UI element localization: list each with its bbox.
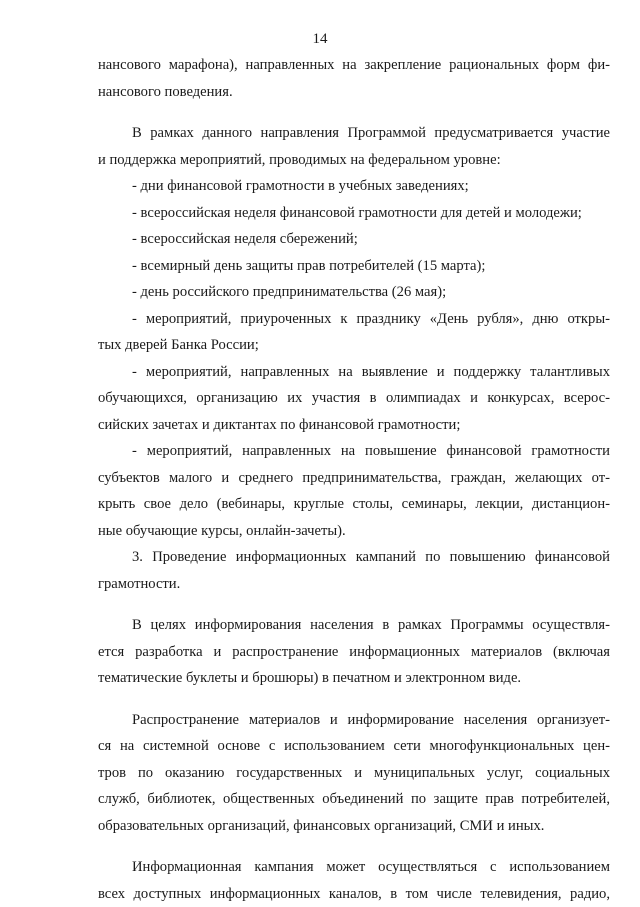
text-line: и поддержка мероприятий, проводимых на федеральном уровне:: [98, 147, 610, 174]
text-line: крыть свое дело (вебинары, круглые столы, семинары, лекции, дистанцион-: [98, 491, 610, 518]
text-line: тематические буклеты и брошюры) в печатном и электронном виде.: [98, 665, 610, 692]
text-line: тров по оказанию государственных и муниципальных услуг, социальных: [98, 760, 610, 787]
text-line: нансового поведения.: [98, 79, 610, 106]
paragraph-gap: [98, 692, 610, 707]
text-line: - всероссийская неделя финансовой грамотности для детей и молодежи;: [98, 200, 610, 227]
text-line: образовательных организаций, финансовых организаций, СМИ и иных.: [98, 813, 610, 840]
text-line: служб, библиотек, общественных объединений по защите прав потребителей,: [98, 786, 610, 813]
text-line: - мероприятий, направленных на повышение финансовой грамотности: [98, 438, 610, 465]
text-line: субъектов малого и среднего предпринимательства, граждан, желающих от-: [98, 465, 610, 492]
text-line: тых дверей Банка России;: [98, 332, 610, 359]
text-line: - день российского предпринимательства (26 мая);: [98, 279, 610, 306]
paragraph-gap: [98, 839, 610, 854]
text-line: Распространение материалов и информирование населения организует-: [98, 707, 610, 734]
paragraph-gap: [98, 105, 610, 120]
text-line: обучающихся, организацию их участия в олимпиадах и конкурсах, всерос-: [98, 385, 610, 412]
text-line: нансового марафона), направленных на закрепление рациональных форм фи-: [98, 52, 610, 79]
text-line: В целях информирования населения в рамках Программы осуществля-: [98, 612, 610, 639]
text-line: - мероприятий, направленных на выявление и поддержку талантливых: [98, 359, 610, 386]
text-line: - дни финансовой грамотности в учебных заведениях;: [98, 173, 610, 200]
text-line: всех доступных информационных каналов, в том числе телевидения, радио,: [98, 881, 610, 907]
text-line: грамотности.: [98, 571, 610, 598]
body-text: [98, 52, 610, 907]
text-line: ся на системной основе с использованием сети многофункциональных цен-: [98, 733, 610, 760]
text-line: ется разработка и распространение информационных материалов (включая: [98, 639, 610, 666]
text-line: - всероссийская неделя сбережений;: [98, 226, 610, 253]
text-line: - мероприятий, приуроченных к празднику «День рубля», дню откры-: [98, 306, 610, 333]
text-line: сийских зачетах и диктантах по финансовой грамотности;: [98, 412, 610, 439]
paragraph-gap: [98, 597, 610, 612]
text-line: В рамках данного направления Программой предусматривается участие: [98, 120, 610, 147]
text-line: ные обучающие курсы, онлайн-зачеты).: [98, 518, 610, 545]
page-number: 14: [0, 31, 640, 48]
text-line: 3. Проведение информационных кампаний по повышению финансовой: [98, 544, 610, 571]
text-line: - всемирный день защиты прав потребителей (15 марта);: [98, 253, 610, 280]
text-line: Информационная кампания может осуществляться с использованием: [98, 854, 610, 881]
